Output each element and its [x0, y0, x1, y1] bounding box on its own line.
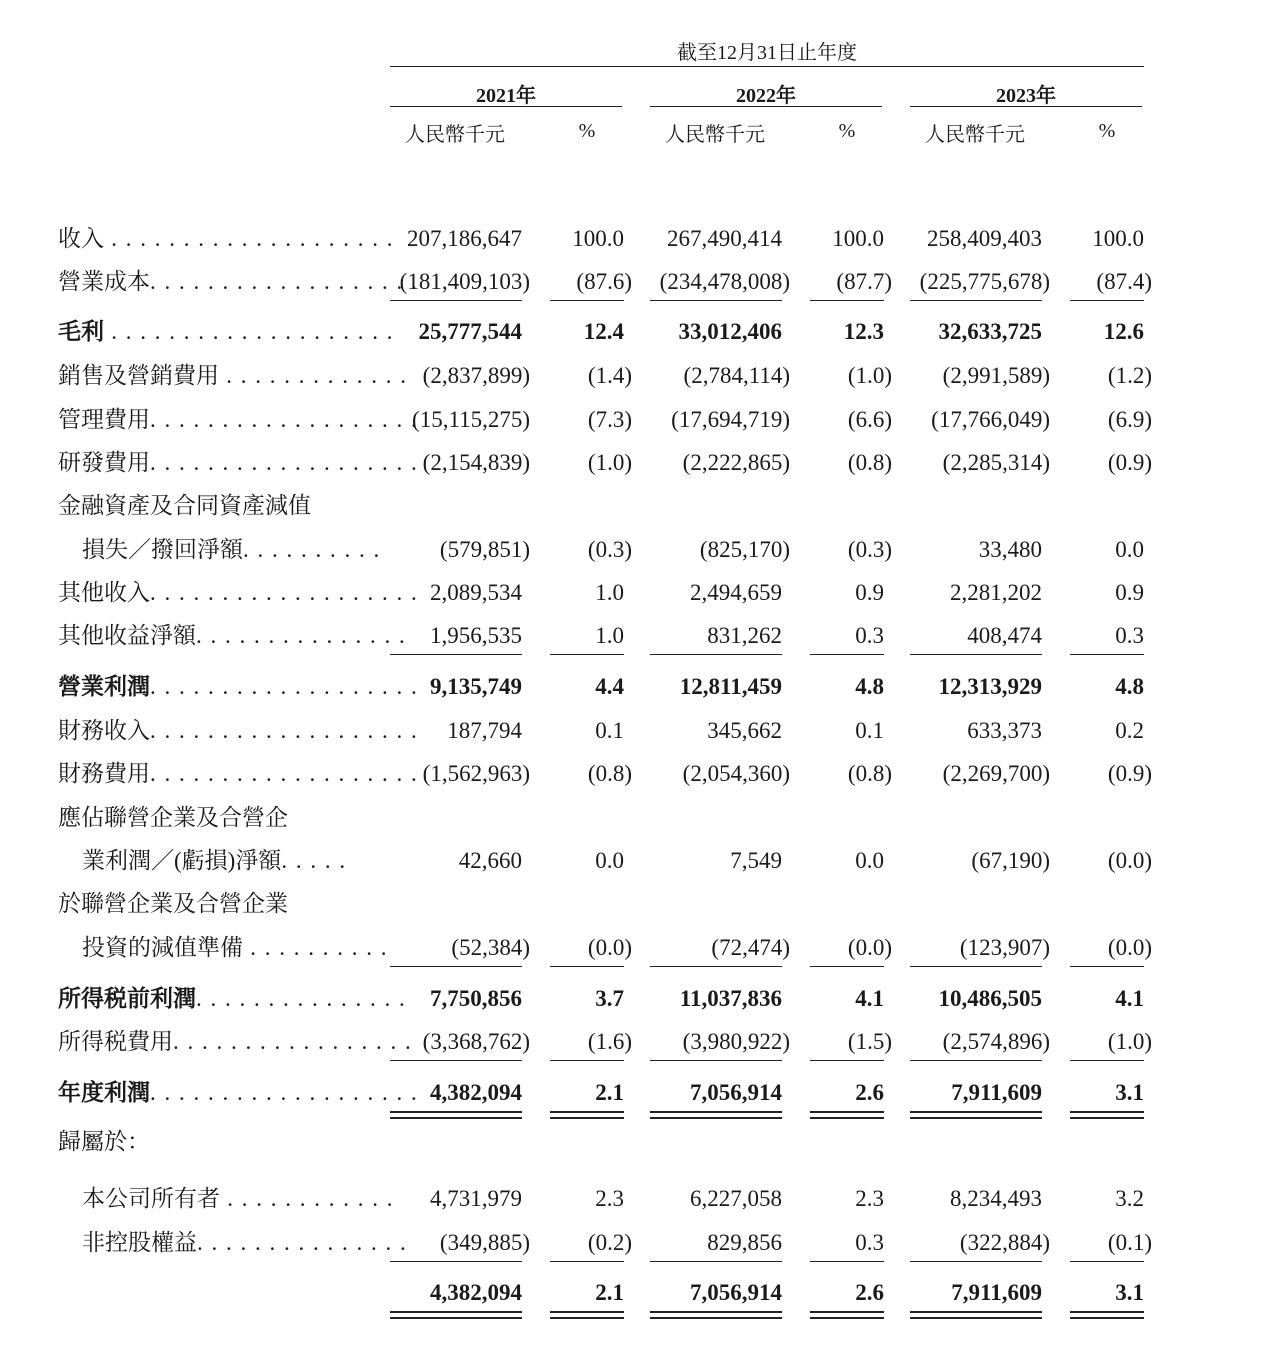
year-2023-rule — [910, 106, 1142, 107]
year-2023-header: 2023年 — [996, 85, 1056, 107]
subtotal-rule — [810, 1060, 884, 1061]
amount-cell: (825,170) — [699, 537, 790, 562]
subtotal-rule — [1070, 300, 1144, 301]
amount-cell: 408,474 — [967, 623, 1042, 648]
row-label-text: 收入 — [58, 226, 104, 251]
subtotal-rule — [390, 654, 522, 655]
row-label — [58, 1279, 356, 1307]
total-double-rule — [550, 1317, 624, 1319]
subtotal-rule — [650, 654, 782, 655]
amount-cell: 207,186,647 — [407, 226, 522, 251]
row-label-text: 歸屬於： — [58, 1129, 150, 1154]
total-double-rule — [810, 1317, 884, 1319]
row-leader-dots: . . . . . . . . . . . . . . . . . . . — [150, 761, 419, 786]
total-double-rule — [650, 1111, 782, 1113]
subtotal-rule — [910, 654, 1042, 655]
percent-cell: (87.6) — [576, 269, 632, 294]
amount-cell: (2,054,360) — [682, 761, 790, 786]
percent-cell: 2.1 — [595, 1080, 624, 1105]
amount-cell: (2,154,839) — [422, 450, 530, 475]
amount-cell: 267,490,414 — [667, 226, 782, 251]
row-leader-dots: . . . . . . . . . . . . . . . . . . . — [150, 407, 419, 432]
percent-cell: 100.0 — [832, 226, 884, 251]
amount-cell: (2,991,589) — [942, 363, 1050, 388]
row-leader-dots: . . . . . . . . . . . . . . . . . . . — [150, 450, 419, 475]
amount-cell: (225,775,678) — [919, 269, 1050, 294]
row-label — [58, 1128, 356, 1156]
percent-cell: (6.6) — [847, 407, 892, 432]
pct-header-2023: % — [1098, 120, 1116, 142]
percent-cell: 12.3 — [843, 319, 884, 344]
amount-cell: 12,313,929 — [938, 674, 1042, 699]
total-double-rule — [910, 1311, 1042, 1313]
subtotal-rule — [910, 1060, 1042, 1061]
row-label-text: 財務費用 — [58, 761, 150, 786]
row-label-text: 於聯營企業及合營企業 — [58, 891, 288, 916]
percent-cell: 0.0 — [1115, 537, 1144, 562]
unit-header-2021: 人民幣千元 — [405, 124, 505, 146]
row-label-text: 損失／撥回淨額 — [82, 537, 243, 562]
row-label — [58, 717, 419, 745]
subtotal-rule — [550, 966, 624, 967]
percent-cell: 4.1 — [1115, 986, 1144, 1011]
percent-cell: 4.8 — [1115, 674, 1144, 699]
total-double-rule — [550, 1311, 624, 1313]
percent-cell: (7.3) — [587, 407, 632, 432]
amount-cell: (1,562,963) — [422, 761, 530, 786]
row-label-text: 營業利潤 — [58, 674, 150, 699]
row-label-text: 年度利潤 — [58, 1080, 150, 1105]
amount-cell: 7,911,609 — [951, 1080, 1042, 1105]
subtotal-rule — [650, 966, 782, 967]
row-label — [58, 673, 419, 701]
pct-header-2022: % — [838, 120, 856, 142]
amount-cell: 2,281,202 — [950, 580, 1042, 605]
percent-cell: 1.0 — [595, 623, 624, 648]
percent-cell: (0.8) — [847, 761, 892, 786]
amount-cell: 7,549 — [730, 848, 782, 873]
amount-cell: (17,694,719) — [671, 407, 790, 432]
subtotal-rule — [910, 1261, 1042, 1262]
row-leader-dots: . . . . . . . . . . — [243, 935, 388, 960]
row-label — [82, 536, 381, 564]
amount-cell: 10,486,505 — [938, 986, 1042, 1011]
row-label — [58, 622, 407, 650]
percent-cell: 0.3 — [855, 623, 884, 648]
total-double-rule — [390, 1111, 522, 1113]
amount-cell: 831,262 — [707, 623, 782, 648]
percent-cell: 3.7 — [595, 986, 624, 1011]
percent-cell: 2.1 — [595, 1280, 624, 1305]
row-leader-dots: . . . . . . . . . . . . . . . — [196, 623, 407, 648]
row-label — [58, 449, 419, 477]
row-label — [58, 760, 419, 788]
row-label-text: 金融資產及合同資產減值 — [58, 493, 311, 518]
percent-cell: (1.4) — [587, 363, 632, 388]
amount-cell: 33,012,406 — [678, 319, 782, 344]
row-leader-dots: . . . . . . . . . . . . . . . . . . . . — [104, 226, 394, 251]
row-label-text: 毛利 — [58, 319, 104, 344]
subtotal-rule — [390, 1060, 522, 1061]
percent-cell: 0.1 — [855, 718, 884, 743]
year-2022-header: 2022年 — [736, 85, 796, 107]
percent-cell: (0.0) — [1107, 848, 1152, 873]
row-label — [58, 318, 394, 346]
row-leader-dots: . . . . . . . . . . . . . . . . . . . — [150, 269, 419, 294]
total-double-rule — [550, 1117, 624, 1119]
percent-cell: 12.6 — [1103, 319, 1144, 344]
row-leader-dots: . . . . . — [281, 848, 347, 873]
percent-cell: (0.8) — [587, 761, 632, 786]
percent-cell: 4.1 — [855, 986, 884, 1011]
subtotal-rule — [810, 966, 884, 967]
amount-cell: (67,190) — [971, 848, 1050, 873]
row-label — [58, 1079, 419, 1107]
subtotal-rule — [1070, 1060, 1144, 1061]
percent-cell: (6.9) — [1107, 407, 1152, 432]
amount-cell: 6,227,058 — [690, 1186, 782, 1211]
period-header: 截至12月31日止年度 — [677, 42, 857, 64]
percent-cell: (1.6) — [587, 1029, 632, 1054]
year-2021-rule — [390, 106, 622, 107]
percent-cell: 1.0 — [595, 580, 624, 605]
row-label-text: 本公司所有者 — [82, 1186, 220, 1211]
row-label — [58, 890, 356, 918]
amount-cell: (579,851) — [439, 537, 530, 562]
row-label-text: 所得税前利潤 — [58, 986, 196, 1011]
row-leader-dots: . . . . . . . . . . . . . . . . . . . — [150, 1080, 419, 1105]
subtotal-rule — [550, 1060, 624, 1061]
percent-cell: 2.6 — [855, 1080, 884, 1105]
percent-cell: 2.3 — [855, 1186, 884, 1211]
row-label — [58, 1028, 413, 1056]
amount-cell: 829,856 — [707, 1230, 782, 1255]
amount-cell: 11,037,836 — [679, 986, 782, 1011]
row-label — [82, 1185, 394, 1213]
row-label — [58, 579, 419, 607]
amount-cell: 25,777,544 — [418, 319, 522, 344]
subtotal-rule — [550, 300, 624, 301]
row-leader-dots: . . . . . . . . . . . . . . . . . . . — [150, 718, 419, 743]
amount-cell: 1,956,535 — [430, 623, 522, 648]
amount-cell: (2,784,114) — [683, 363, 790, 388]
percent-cell: 2.6 — [855, 1280, 884, 1305]
row-leader-dots: . . . . . . . . . . . . — [220, 1186, 394, 1211]
percent-cell: (1.5) — [847, 1029, 892, 1054]
amount-cell: 33,480 — [978, 537, 1042, 562]
amount-cell: 9,135,749 — [430, 674, 522, 699]
subtotal-rule — [650, 300, 782, 301]
amount-cell: (15,115,275) — [412, 407, 530, 432]
row-leader-dots: . . . . . . . . . . . . . . . . . . . — [150, 580, 419, 605]
row-label-text: 研發費用 — [58, 450, 150, 475]
row-label — [58, 985, 407, 1013]
percent-cell: 12.4 — [583, 319, 624, 344]
amount-cell: (2,837,899) — [422, 363, 530, 388]
row-label-text: 非控股權益 — [82, 1230, 197, 1255]
subtotal-rule — [810, 300, 884, 301]
total-double-rule — [910, 1117, 1042, 1119]
amount-cell: 633,373 — [967, 718, 1042, 743]
row-label — [58, 492, 356, 520]
amount-cell: (181,409,103) — [399, 269, 530, 294]
row-label-text: 應佔聯營企業及合營企 — [58, 805, 288, 830]
total-double-rule — [390, 1317, 522, 1319]
percent-cell: 0.0 — [855, 848, 884, 873]
row-label-text: 其他收益淨額 — [58, 623, 196, 648]
percent-cell: (0.9) — [1107, 450, 1152, 475]
percent-cell: 0.0 — [595, 848, 624, 873]
total-double-rule — [810, 1111, 884, 1113]
amount-cell: 2,494,659 — [690, 580, 782, 605]
amount-cell: (2,574,896) — [942, 1029, 1050, 1054]
amount-cell: 345,662 — [707, 718, 782, 743]
total-double-rule — [1070, 1111, 1144, 1113]
total-double-rule — [390, 1311, 522, 1313]
total-double-rule — [390, 1117, 522, 1119]
amount-cell: 2,089,534 — [430, 580, 522, 605]
amount-cell: 7,056,914 — [690, 1080, 782, 1105]
total-double-rule — [650, 1117, 782, 1119]
subtotal-rule — [910, 300, 1042, 301]
row-leader-dots: . . . . . . . . . . . . . . . . . — [173, 1029, 413, 1054]
percent-cell: (0.1) — [1107, 1230, 1152, 1255]
pct-header-2021: % — [578, 120, 596, 142]
total-double-rule — [810, 1117, 884, 1119]
subtotal-rule — [1070, 1261, 1144, 1262]
percent-cell: (87.4) — [1096, 269, 1152, 294]
percent-cell: 100.0 — [1092, 226, 1144, 251]
total-double-rule — [910, 1317, 1042, 1319]
subtotal-rule — [650, 1060, 782, 1061]
amount-cell: (349,885) — [439, 1230, 530, 1255]
amount-cell: 4,382,094 — [430, 1280, 522, 1305]
percent-cell: 0.3 — [855, 1230, 884, 1255]
amount-cell: 7,056,914 — [690, 1280, 782, 1305]
total-double-rule — [810, 1311, 884, 1313]
amount-cell: (52,384) — [451, 935, 530, 960]
total-double-rule — [1070, 1117, 1144, 1119]
row-label-text: 管理費用 — [58, 407, 150, 432]
amount-cell: (3,980,922) — [682, 1029, 790, 1054]
row-label — [82, 1229, 408, 1257]
year-2021-header: 2021年 — [476, 85, 536, 107]
percent-cell: (1.0) — [1107, 1029, 1152, 1054]
amount-cell: (123,907) — [959, 935, 1050, 960]
row-label — [82, 847, 356, 875]
percent-cell: 2.3 — [595, 1186, 624, 1211]
amount-cell: (3,368,762) — [422, 1029, 530, 1054]
unit-header-2022: 人民幣千元 — [665, 124, 765, 146]
percent-cell: 0.9 — [855, 580, 884, 605]
row-label — [58, 804, 356, 832]
amount-cell: (72,474) — [711, 935, 790, 960]
percent-cell: (1.0) — [847, 363, 892, 388]
row-leader-dots: . . . . . . . . . . . . . . . . . . . . — [104, 319, 394, 344]
percent-cell: (1.0) — [587, 450, 632, 475]
subtotal-rule — [810, 1261, 884, 1262]
total-double-rule — [910, 1111, 1042, 1113]
percent-cell: 4.8 — [855, 674, 884, 699]
percent-cell: 3.1 — [1115, 1280, 1144, 1305]
amount-cell: 258,409,403 — [927, 226, 1042, 251]
amount-cell: 42,660 — [458, 848, 522, 873]
year-2022-rule — [650, 106, 882, 107]
amount-cell: 8,234,493 — [950, 1186, 1042, 1211]
amount-cell: 12,811,459 — [679, 674, 782, 699]
percent-cell: 0.1 — [595, 718, 624, 743]
row-leader-dots: . . . . . . . . . . . . . . . — [197, 1230, 408, 1255]
subtotal-rule — [650, 1261, 782, 1262]
percent-cell: 0.9 — [1115, 580, 1144, 605]
amount-cell: (2,269,700) — [942, 761, 1050, 786]
percent-cell: (1.2) — [1107, 363, 1152, 388]
subtotal-rule — [1070, 966, 1144, 967]
row-label-text: 其他收入 — [58, 580, 150, 605]
subtotal-rule — [1070, 654, 1144, 655]
percent-cell: (87.7) — [836, 269, 892, 294]
subtotal-rule — [390, 300, 522, 301]
row-label-text: 業利潤／(虧損)淨額 — [82, 848, 282, 873]
percent-cell: 0.2 — [1115, 718, 1144, 743]
row-leader-dots: . . . . . . . . . . . . . — [219, 363, 408, 388]
subtotal-rule — [910, 966, 1042, 967]
row-label-text: 財務收入 — [58, 718, 150, 743]
row-label — [58, 268, 419, 296]
total-double-rule — [650, 1311, 782, 1313]
percent-cell: 0.3 — [1115, 623, 1144, 648]
header-rule-top — [390, 66, 1144, 67]
row-label-text: 銷售及營銷費用 — [58, 363, 219, 388]
percent-cell: 3.1 — [1115, 1080, 1144, 1105]
amount-cell: 4,382,094 — [430, 1080, 522, 1105]
row-label-text: 營業成本 — [58, 269, 150, 294]
total-double-rule — [1070, 1311, 1144, 1313]
row-label — [58, 362, 408, 390]
row-label — [82, 934, 388, 962]
total-double-rule — [1070, 1317, 1144, 1319]
percent-cell: (0.9) — [1107, 761, 1152, 786]
amount-cell: (2,285,314) — [942, 450, 1050, 475]
subtotal-rule — [550, 654, 624, 655]
row-label-text: 投資的減值準備 — [82, 935, 243, 960]
percent-cell: (0.3) — [847, 537, 892, 562]
percent-cell: (0.8) — [847, 450, 892, 475]
total-double-rule — [550, 1111, 624, 1113]
percent-cell: (0.2) — [587, 1230, 632, 1255]
amount-cell: 4,731,979 — [430, 1186, 522, 1211]
amount-cell: (234,478,008) — [659, 269, 790, 294]
percent-cell: 4.4 — [595, 674, 624, 699]
amount-cell: (17,766,049) — [931, 407, 1050, 432]
percent-cell: (0.0) — [1107, 935, 1152, 960]
percent-cell: (0.0) — [847, 935, 892, 960]
row-leader-dots: . . . . . . . . . . . . . . . — [196, 986, 407, 1011]
amount-cell: 7,750,856 — [430, 986, 522, 1011]
amount-cell: 7,911,609 — [951, 1280, 1042, 1305]
subtotal-rule — [390, 1261, 522, 1262]
amount-cell: (2,222,865) — [682, 450, 790, 475]
percent-cell: 3.2 — [1115, 1186, 1144, 1211]
percent-cell: (0.3) — [587, 537, 632, 562]
total-double-rule — [650, 1317, 782, 1319]
row-label — [58, 225, 394, 253]
row-label-text: 所得税費用 — [58, 1029, 173, 1054]
unit-header-2023: 人民幣千元 — [925, 124, 1025, 146]
amount-cell: (322,884) — [959, 1230, 1050, 1255]
amount-cell: 32,633,725 — [938, 319, 1042, 344]
subtotal-rule — [810, 654, 884, 655]
row-leader-dots: . . . . . . . . . . . . . . . . . . . — [150, 674, 419, 699]
subtotal-rule — [390, 966, 522, 967]
row-leader-dots: . . . . . . . . . . — [243, 537, 381, 562]
percent-cell: 100.0 — [572, 226, 624, 251]
amount-cell: 187,794 — [447, 718, 522, 743]
subtotal-rule — [550, 1261, 624, 1262]
percent-cell: (0.0) — [587, 935, 632, 960]
row-label — [58, 406, 419, 434]
